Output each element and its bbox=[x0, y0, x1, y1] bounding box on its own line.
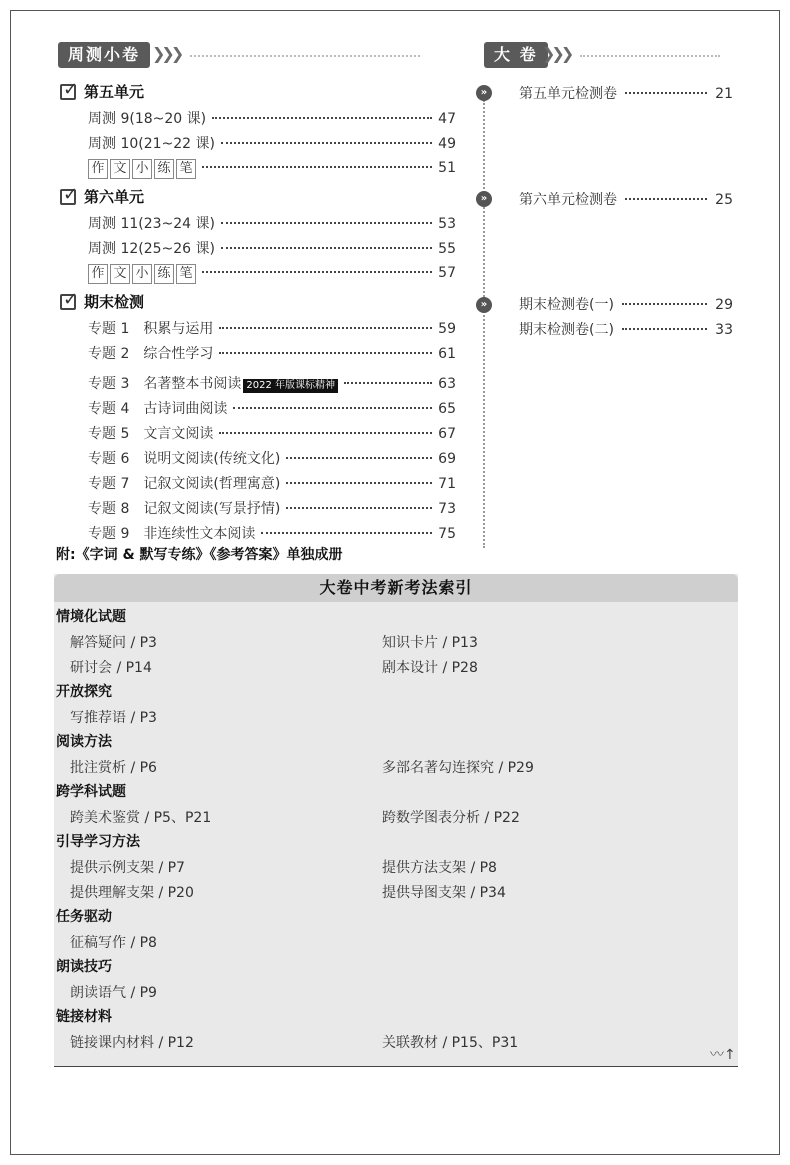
index-item[interactable]: 批注赏析 / P6 bbox=[70, 760, 157, 776]
toc-entry[interactable] bbox=[88, 398, 456, 418]
category-title: 朗读技巧 bbox=[56, 959, 112, 975]
entry-label: 专题 1 积累与运用 bbox=[88, 321, 214, 337]
page-number: 47 bbox=[438, 111, 456, 127]
appendix-note: 附:《字词 & 默写专练》《参考答案》单独成册 bbox=[56, 547, 343, 563]
chevron-right-icon: ❯❯❯ bbox=[152, 44, 181, 63]
page-number: 75 bbox=[438, 526, 456, 542]
page-number: 67 bbox=[438, 426, 456, 442]
toc-entry[interactable] bbox=[519, 294, 733, 314]
composition-practice-label: 作 文 小 练 笔 bbox=[88, 159, 196, 179]
index-item[interactable]: 解答疑问 / P3 bbox=[70, 635, 157, 651]
entry-label: 第六单元检测卷 bbox=[519, 192, 617, 208]
page-number: 71 bbox=[438, 476, 456, 492]
page-number: 55 bbox=[438, 241, 456, 257]
big-test-header: 大 卷 bbox=[484, 42, 548, 68]
composition-practice-label: 作 文 小 练 笔 bbox=[88, 264, 196, 284]
page-number: 57 bbox=[438, 265, 456, 281]
entry-label: 专题 9 非连续性文本阅读 bbox=[88, 526, 256, 542]
page-corner-icon: 〰↑ bbox=[710, 1047, 736, 1063]
unit-title: 第六单元 bbox=[84, 188, 145, 206]
category-title: 链接材料 bbox=[56, 1009, 112, 1025]
double-chevron-icon: » bbox=[476, 85, 492, 101]
page-number: 73 bbox=[438, 501, 456, 517]
entry-label: 期末检测卷(一) bbox=[519, 297, 614, 313]
toc-entry[interactable] bbox=[88, 108, 456, 128]
panel-title: 大卷中考新考法索引 bbox=[54, 574, 738, 602]
page-number: 59 bbox=[438, 321, 456, 337]
index-item[interactable]: 提供示例支架 / P7 bbox=[70, 860, 185, 876]
toc-entry[interactable] bbox=[88, 318, 456, 338]
category-title: 跨学科试题 bbox=[56, 784, 126, 800]
toc-entry[interactable] bbox=[88, 238, 456, 258]
toc-entry[interactable] bbox=[88, 343, 456, 363]
double-chevron-icon: » bbox=[476, 191, 492, 207]
entry-label: 专题 6 说明文阅读(传统文化) bbox=[88, 451, 281, 467]
toc-entry[interactable] bbox=[519, 189, 733, 209]
page-number: 69 bbox=[438, 451, 456, 467]
index-item[interactable]: 多部名著勾连探究 / P29 bbox=[382, 760, 534, 776]
entry-label: 周测 12(25~26 课) bbox=[88, 241, 215, 257]
index-item[interactable]: 剧本设计 / P28 bbox=[382, 660, 478, 676]
entry-label: 专题 7 记叙文阅读(哲理寓意) bbox=[88, 476, 281, 492]
entry-label: 周测 10(21~22 课) bbox=[88, 136, 215, 152]
page-number: 53 bbox=[438, 216, 456, 232]
chevron-right-icon: ❯❯❯ bbox=[542, 44, 571, 63]
weekly-test-header: 周测小卷 bbox=[58, 42, 150, 68]
checkbox-icon bbox=[60, 294, 76, 310]
unit-title: 第五单元 bbox=[84, 83, 145, 101]
timeline-divider bbox=[483, 100, 485, 548]
index-item[interactable]: 提供方法支架 / P8 bbox=[382, 860, 497, 876]
page-number: 49 bbox=[438, 136, 456, 152]
toc-entry[interactable] bbox=[88, 498, 456, 518]
page-number: 63 bbox=[438, 376, 456, 392]
entry-label: 专题 8 记叙文阅读(写景抒情) bbox=[88, 501, 281, 517]
checkbox-icon bbox=[60, 84, 76, 100]
page-number: 29 bbox=[715, 297, 733, 313]
entry-label: 周测 11(23~24 课) bbox=[88, 216, 215, 232]
index-item[interactable]: 写推荐语 / P3 bbox=[70, 710, 157, 726]
toc-entry[interactable] bbox=[88, 264, 456, 284]
entry-label: 专题 2 综合性学习 bbox=[88, 346, 214, 362]
category-title: 情境化试题 bbox=[56, 609, 126, 625]
category-title: 引导学习方法 bbox=[56, 834, 140, 850]
page-number: 21 bbox=[715, 86, 733, 102]
entry-label: 期末检测卷(二) bbox=[519, 322, 614, 338]
toc-entry[interactable] bbox=[88, 473, 456, 493]
entry-label: 第五单元检测卷 bbox=[519, 86, 617, 102]
index-item[interactable]: 提供理解支架 / P20 bbox=[70, 885, 194, 901]
category-title: 开放探究 bbox=[56, 684, 112, 700]
page-number: 33 bbox=[715, 322, 733, 338]
index-item[interactable]: 征稿写作 / P8 bbox=[70, 935, 157, 951]
checkbox-icon bbox=[60, 189, 76, 205]
toc-entry[interactable] bbox=[88, 448, 456, 468]
unit-title: 期末检测 bbox=[84, 293, 145, 311]
toc-entry[interactable] bbox=[88, 523, 456, 543]
toc-entry[interactable] bbox=[519, 83, 733, 103]
entry-label: 专题 5 文言文阅读 bbox=[88, 426, 214, 442]
category-title: 任务驱动 bbox=[56, 909, 112, 925]
index-item[interactable]: 提供导图支架 / P34 bbox=[382, 885, 506, 901]
entry-label: 专题 3 名著整本书阅读 bbox=[88, 376, 242, 392]
index-item[interactable]: 研讨会 / P14 bbox=[70, 660, 152, 676]
toc-entry[interactable] bbox=[88, 133, 456, 153]
toc-entry[interactable] bbox=[88, 423, 456, 443]
category-title: 阅读方法 bbox=[56, 734, 112, 750]
index-item[interactable]: 跨数学图表分析 / P22 bbox=[382, 810, 520, 826]
index-item[interactable]: 跨美术鉴赏 / P5、P21 bbox=[70, 810, 212, 826]
entry-label: 专题 4 古诗词曲阅读 bbox=[88, 401, 228, 417]
index-item[interactable]: 链接课内材料 / P12 bbox=[70, 1035, 194, 1051]
page-number: 61 bbox=[438, 346, 456, 362]
index-item[interactable]: 朗读语气 / P9 bbox=[70, 985, 157, 1001]
double-chevron-icon: » bbox=[476, 297, 492, 313]
page-number: 65 bbox=[438, 401, 456, 417]
page-number: 51 bbox=[438, 160, 456, 176]
index-item[interactable]: 关联教材 / P15、P31 bbox=[382, 1035, 519, 1051]
curriculum-badge: 2022 年版课标精神 bbox=[243, 379, 338, 393]
toc-entry[interactable] bbox=[88, 159, 456, 179]
toc-entry[interactable] bbox=[88, 213, 456, 233]
entry-label: 周测 9(18~20 课) bbox=[88, 111, 207, 127]
toc-entry[interactable] bbox=[88, 373, 456, 393]
header-divider bbox=[580, 55, 720, 57]
exam-index-panel bbox=[54, 574, 738, 1067]
toc-entry[interactable] bbox=[519, 319, 733, 339]
header-divider bbox=[190, 55, 420, 57]
index-item[interactable]: 知识卡片 / P13 bbox=[382, 635, 478, 651]
page-number: 25 bbox=[715, 192, 733, 208]
